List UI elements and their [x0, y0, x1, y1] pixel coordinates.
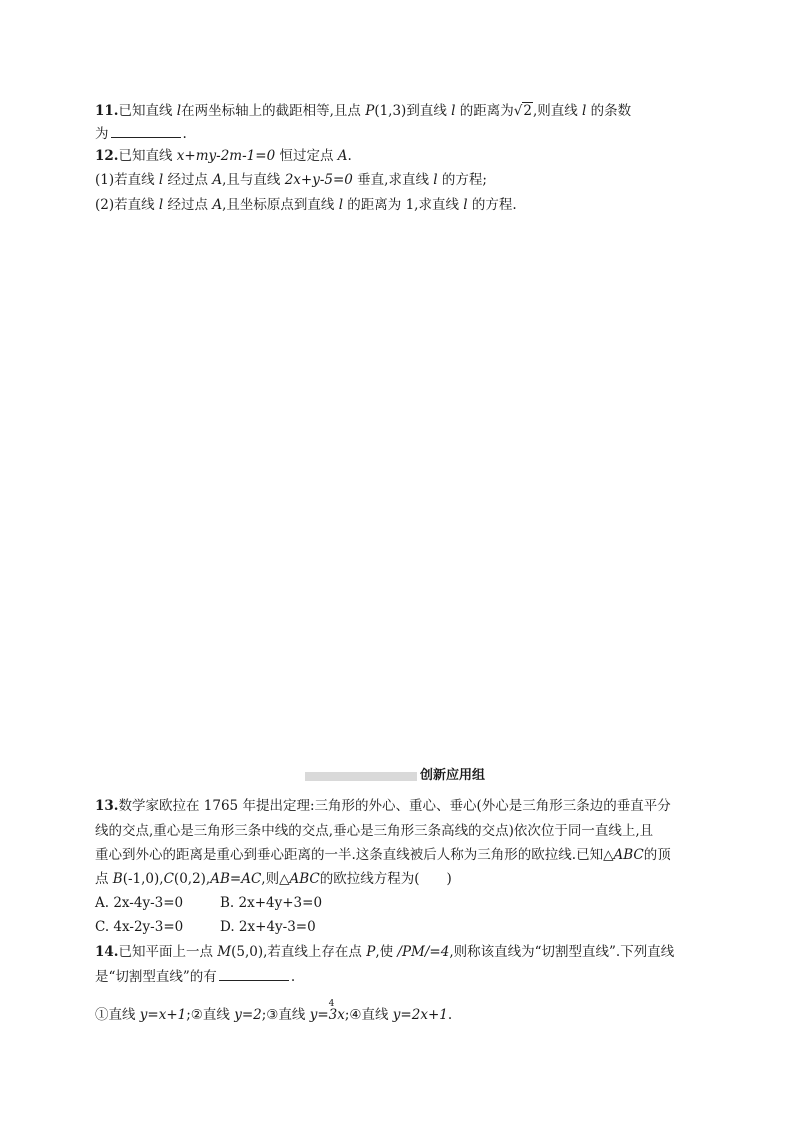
q14-line-1 — [95, 942, 674, 962]
q13-triangle-name: ABC — [289, 871, 320, 887]
q14-choice-text: ;④直线 — [344, 1007, 393, 1023]
q11-var-l: l — [451, 103, 456, 119]
q11-text: 到直线 — [406, 103, 452, 119]
q13-text: 数学家欧拉在 1765 年提出定理:三角形的外心、重心、垂心(外心是三角形三条边的垂直平分 — [118, 798, 671, 814]
q11-var-p: P — [365, 103, 375, 119]
q14-choice-text: . — [447, 1007, 453, 1023]
q13-line-4 — [95, 869, 452, 889]
fraction-body: 3x — [328, 1007, 345, 1023]
q12-text: ,且坐标原点到直线 — [222, 197, 339, 213]
q14-fraction — [328, 999, 345, 1025]
q13-text: 线的交点,重心是三角形三条中线的交点,垂心是三角形三条高线的交点)依次位于同一直线上,且 — [95, 823, 654, 839]
q13-var-b: B — [112, 871, 123, 887]
q12-var-a: A — [212, 172, 223, 188]
q14-var-p: P — [366, 944, 376, 960]
q11-text: 的距离为 — [455, 103, 514, 119]
q13-option-a[interactable]: A. 2x-4y-3=0 — [95, 895, 184, 911]
q12-text: 已知直线 — [118, 148, 177, 164]
q14-condition: /PM/=4 — [397, 944, 450, 960]
q12-text: 的方程. — [467, 197, 517, 213]
q13-coords: (0,2), — [173, 871, 211, 887]
q13-condition: AB=AC — [210, 871, 262, 887]
q14-answer-blank[interactable] — [219, 966, 289, 981]
q14-choice-text: ;②直线 — [186, 1007, 235, 1023]
q11-text: 已知直线 — [118, 103, 177, 119]
q14-text: ,若直线上存在点 — [263, 944, 367, 960]
q12-part-1 — [95, 170, 487, 190]
q14-choices-line — [95, 999, 453, 1025]
sqrt-symbol: √ — [513, 103, 523, 119]
q11-var-l: l — [176, 103, 182, 119]
q12-text: 的距离为 1,求直线 — [343, 197, 464, 213]
q14-coords: (5,0) — [231, 944, 264, 960]
q11-line-2 — [95, 123, 187, 144]
q13-triangle-name: ABC — [613, 847, 644, 863]
q12-part-2 — [95, 195, 517, 215]
q12-var-a: A — [337, 148, 348, 164]
q14-text: . — [290, 969, 296, 985]
q13-var-c: C — [163, 871, 174, 887]
q11-text: 的条数 — [586, 103, 632, 119]
q13-line-2 — [95, 821, 653, 841]
q11-text: 在两坐标轴上的截距相等,且点 — [181, 103, 366, 119]
q14-choice-text: ①直线 — [95, 1007, 140, 1023]
q12-text: 经过点 — [163, 197, 213, 213]
q14-choice-eq-1: y=x+1 — [139, 1007, 187, 1023]
section-title: 创新应用组 — [420, 768, 486, 783]
q11-coords: (1,3) — [374, 103, 407, 119]
q12-var-l: l — [158, 172, 164, 188]
q12-text: (1)若直线 — [95, 172, 159, 188]
q11-sqrt — [514, 101, 533, 121]
q12-text: 垂直,求直线 — [352, 172, 434, 188]
q13-options-row-2 — [95, 917, 345, 937]
q12-line-1 — [95, 146, 352, 166]
q12-var-l: l — [463, 197, 468, 213]
q11-text: 为 — [95, 126, 109, 142]
q14-var-m: M — [217, 944, 232, 960]
q13-coords: (-1,0), — [122, 871, 164, 887]
q13-line-3 — [95, 845, 671, 865]
q13-text: 的欧拉线方程为( ) — [319, 871, 452, 887]
q14-line-2 — [95, 966, 295, 987]
q12-var-a: A — [212, 197, 223, 213]
q12-equation: x+my-2m-1=0 — [176, 148, 276, 164]
q12-equation: 2x+y-5=0 — [284, 172, 353, 188]
q11-text: . — [182, 126, 187, 142]
fraction-numerator: 4 — [328, 999, 335, 1009]
q13-text: 重心到外心的距离是重心到垂心距离的一半.这条直线被后人称为三角形的欧拉线.已知△ — [95, 847, 614, 863]
q12-text: ,且与直线 — [222, 172, 285, 188]
q13-text: ,则△ — [261, 871, 290, 887]
q13-option-c[interactable]: C. 4x-2y-3=0 — [95, 919, 184, 935]
q14-choice-eq-2: y=2 — [234, 1007, 262, 1023]
q14-text: ,使 — [375, 944, 398, 960]
q12-text: . — [347, 148, 352, 164]
q14-choice-text: ;③直线 — [261, 1007, 310, 1023]
q12-text: 经过点 — [163, 172, 213, 188]
q11-answer-blank[interactable] — [111, 123, 181, 138]
q13-text: 的顶 — [643, 847, 671, 863]
q12-var-l: l — [338, 197, 344, 213]
sqrt-radicand: 2 — [523, 103, 532, 119]
q12-text: (2)若直线 — [95, 197, 159, 213]
q14-number: 14. — [95, 944, 119, 960]
q14-text: ,则称该直线为“切割型直线”.下列直线 — [449, 944, 675, 960]
q12-number: 12. — [95, 148, 119, 164]
q14-choice-eq-3: y= — [309, 1007, 329, 1023]
q13-options-row-1 — [95, 893, 345, 913]
q11-var-l: l — [582, 103, 587, 119]
q14-text: 已知平面上一点 — [118, 944, 218, 960]
q11-line-1 — [95, 101, 631, 121]
q14-text: 是“切割型直线”的有 — [95, 969, 217, 985]
q13-line-1 — [95, 796, 671, 816]
q12-var-l: l — [158, 197, 164, 213]
q14-choice-eq-4: y=2x+1 — [392, 1007, 448, 1023]
q11-text: ,则直线 — [532, 103, 583, 119]
q11-number: 11. — [95, 103, 119, 119]
q12-text: 恒过定点 — [275, 148, 338, 164]
q12-text: 的方程; — [437, 172, 487, 188]
section-decor-bar — [305, 772, 417, 781]
q13-number: 13. — [95, 798, 119, 814]
q13-option-d[interactable]: D. 2x+4y-3=0 — [220, 919, 316, 935]
q13-text: 点 — [95, 871, 113, 887]
q12-var-l: l — [433, 172, 438, 188]
q13-option-b[interactable]: B. 2x+4y+3=0 — [220, 895, 323, 911]
